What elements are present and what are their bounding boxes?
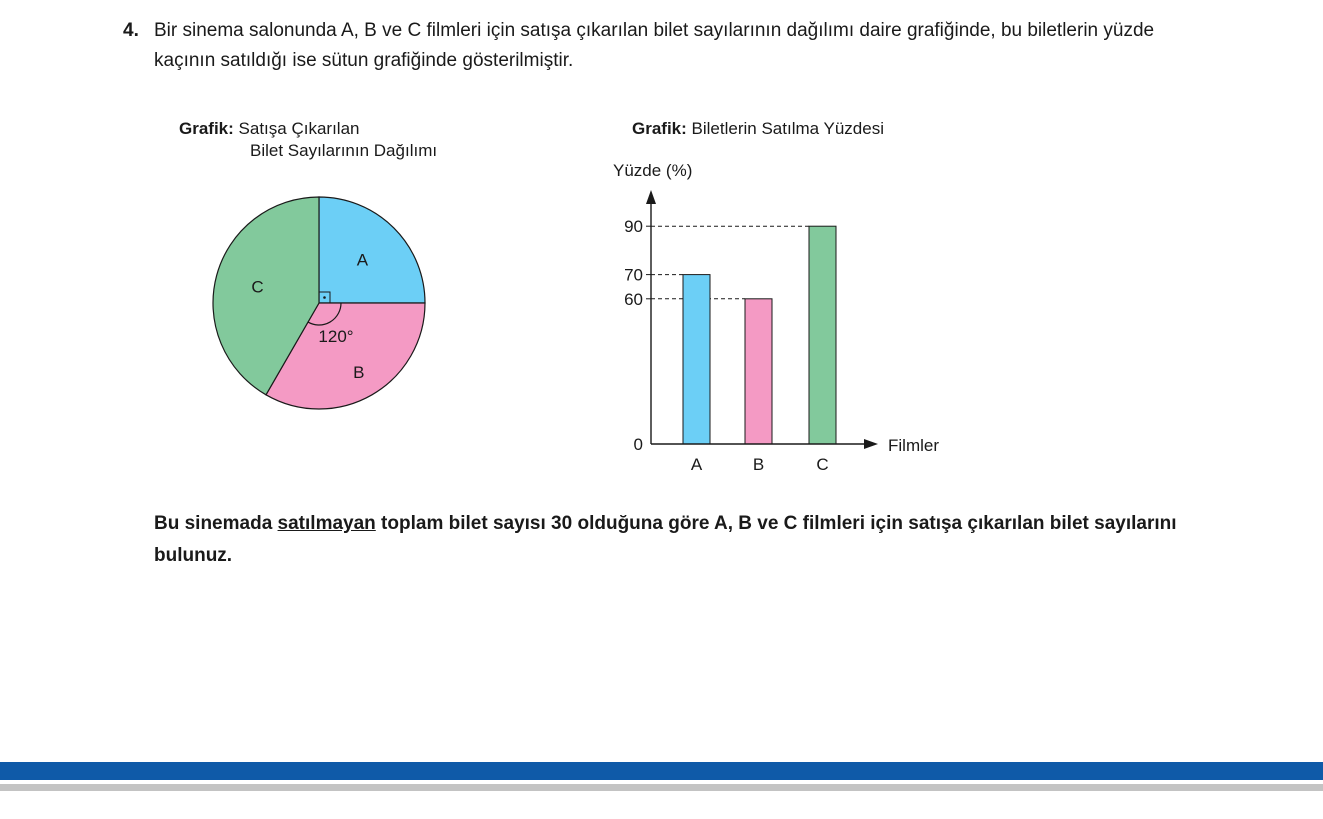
- x-axis-arrow: [864, 439, 878, 449]
- y-axis-arrow: [646, 190, 656, 204]
- question-text: Bir sinema salonunda A, B ve C filmleri için satışa çıkarılan bilet sayılarının dağılımı daire grafiğinde, bu biletlerin yüzde kaçının satıldığı ise sütun grafiğinde gösterilmiştir.: [154, 20, 1155, 71]
- bar-chart: [613, 161, 939, 474]
- pie-slice-a: [319, 197, 425, 303]
- final-underlined-word: satılmayan: [277, 513, 376, 534]
- pie-title-line2: Bilet Sayılarının Dağılımı: [250, 141, 438, 160]
- bar-title-text: Biletlerin Satılma Yüzdesi: [691, 119, 884, 138]
- pie-chart: [213, 197, 425, 409]
- x-axis-label: Filmler: [888, 436, 939, 455]
- y-tick-label-0: 0: [633, 435, 643, 454]
- y-tick-label-60: 60: [624, 289, 643, 309]
- x-tick-a: A: [690, 455, 703, 474]
- x-tick-b: B: [752, 455, 765, 474]
- footer-blue-band: [0, 762, 1323, 780]
- x-tick-c: C: [816, 455, 829, 474]
- pie-label-a: A: [356, 250, 369, 270]
- bar-a: [683, 275, 710, 444]
- y-tick-label-90: 90: [624, 217, 643, 237]
- angle-annotation: 120°: [318, 327, 354, 346]
- pie-label-b: B: [353, 362, 365, 382]
- bar-b: [745, 299, 772, 444]
- bar-c: [809, 226, 836, 444]
- pie-title-line1: Satışa Çıkarılan: [238, 119, 360, 138]
- pie-title-label: Grafik:: [179, 119, 234, 138]
- final-text-before: Bu sinemada: [154, 513, 278, 534]
- right-angle-dot: [323, 296, 326, 299]
- question-number: 4.: [123, 20, 139, 41]
- bar-title-label: Grafik:: [632, 119, 687, 138]
- y-axis-label: Yüzde (%): [613, 161, 693, 180]
- pie-label-c: C: [251, 277, 264, 297]
- final-question: [154, 508, 1224, 572]
- footer-gray-band: [0, 784, 1323, 791]
- y-tick-label-70: 70: [624, 265, 643, 285]
- final-text-after: toplam bilet sayısı 30 olduğuna göre A, B ve C filmleri için satışa çıkarılan bilet sayılarını bulunuz.: [154, 513, 1177, 566]
